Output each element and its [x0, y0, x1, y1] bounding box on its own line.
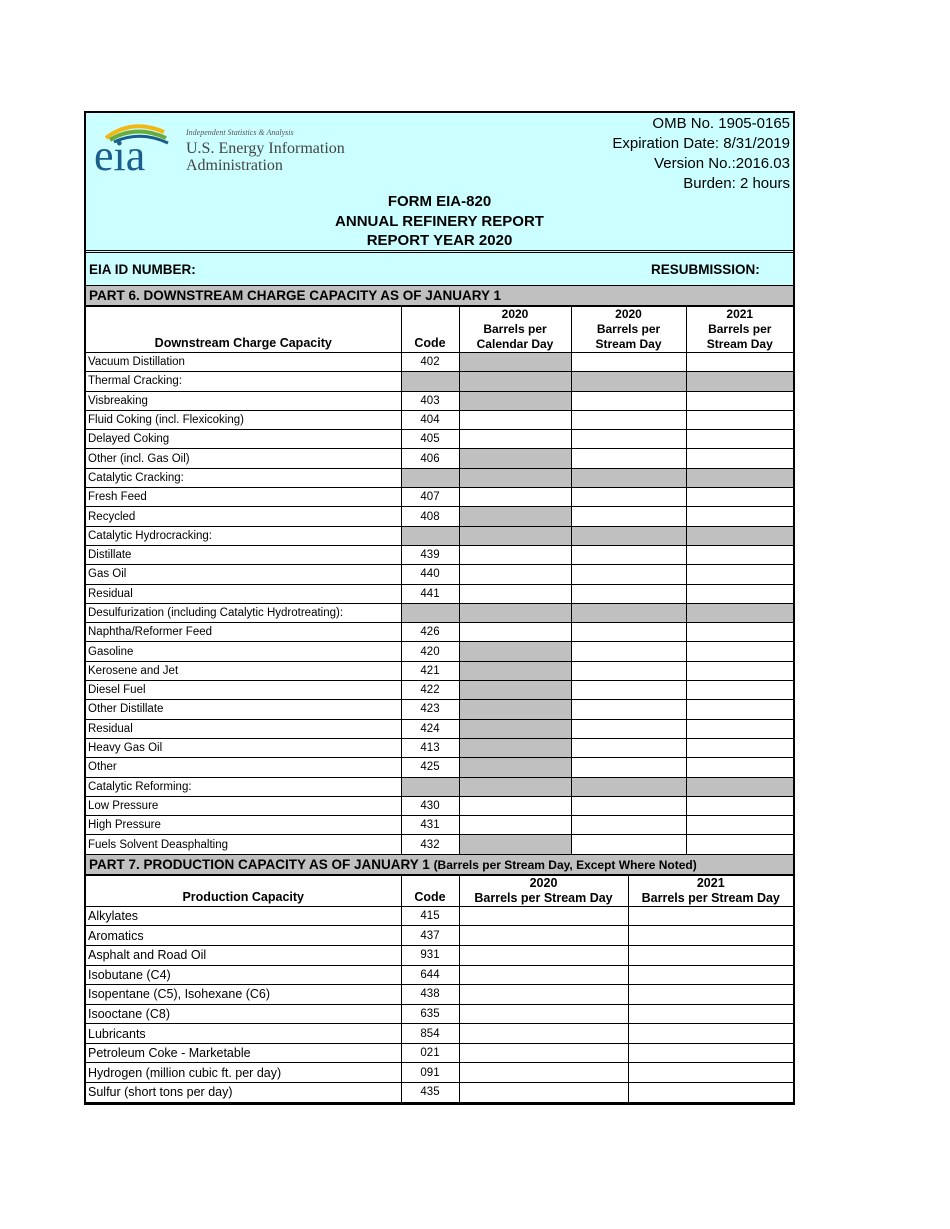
row-code: 405 — [401, 430, 459, 449]
part7-row — [86, 1063, 793, 1083]
entry-cell[interactable] — [459, 545, 571, 564]
hdr-year: 2021 — [696, 875, 725, 890]
part6-row — [86, 449, 793, 468]
row-label: Recycled — [86, 507, 401, 526]
entry-cell[interactable] — [686, 488, 793, 507]
row-label: Other — [86, 758, 401, 777]
report-name: ANNUAL REFINERY REPORT — [335, 212, 544, 230]
eia-id-label: EIA ID NUMBER: — [89, 262, 196, 277]
entry-cell[interactable] — [628, 965, 793, 985]
row-label: Fuels Solvent Deasphalting — [86, 835, 401, 854]
part6-row — [86, 526, 793, 545]
entry-cell[interactable] — [628, 945, 793, 965]
report-year: REPORT YEAR 2020 — [366, 232, 513, 249]
entry-cell[interactable] — [686, 642, 793, 661]
part7-row — [86, 985, 793, 1005]
id-row — [86, 253, 793, 286]
shaded-cell — [459, 661, 571, 680]
part7-col-2020 — [459, 875, 628, 906]
entry-cell[interactable] — [686, 700, 793, 719]
entry-cell[interactable] — [571, 565, 686, 584]
part7-row — [86, 1083, 793, 1103]
entry-cell[interactable] — [628, 1004, 793, 1024]
entry-cell[interactable] — [686, 661, 793, 680]
entry-cell[interactable] — [459, 965, 628, 985]
row-code: 404 — [401, 410, 459, 429]
entry-cell[interactable] — [571, 545, 686, 564]
row-label: Naphtha/Reformer Feed — [86, 623, 401, 642]
row-label: Isooctane (C8) — [86, 1004, 401, 1024]
part6-row — [86, 430, 793, 449]
part6-row — [86, 391, 793, 410]
entry-cell[interactable] — [459, 985, 628, 1005]
shaded-cell — [459, 738, 571, 757]
hdr-basis: Stream Day — [595, 337, 662, 351]
shaded-cell — [686, 468, 793, 487]
entry-cell[interactable] — [686, 507, 793, 526]
row-code: 431 — [401, 816, 459, 835]
part7-row — [86, 1043, 793, 1063]
row-code: 415 — [401, 906, 459, 926]
entry-cell[interactable] — [686, 738, 793, 757]
entry-cell[interactable] — [459, 1083, 628, 1103]
row-code: 441 — [401, 584, 459, 603]
row-code: 421 — [401, 661, 459, 680]
row-code: 438 — [401, 985, 459, 1005]
shaded-cell — [686, 526, 793, 545]
row-label: Vacuum Distillation — [86, 353, 401, 372]
agency-name — [186, 140, 345, 174]
row-label: Gasoline — [86, 642, 401, 661]
part6-col-2020-stream — [571, 307, 686, 353]
entry-cell[interactable] — [459, 430, 571, 449]
row-code: 406 — [401, 449, 459, 468]
hdr-year: 2020 — [501, 307, 529, 321]
row-label: Sulfur (short tons per day) — [86, 1083, 401, 1103]
shaded-cell — [459, 777, 571, 796]
entry-cell[interactable] — [628, 1024, 793, 1044]
part7-subtitle: (Barrels per Stream Day, Except Where Noted) — [433, 857, 697, 872]
row-label: Distillate — [86, 545, 401, 564]
entry-cell[interactable] — [571, 758, 686, 777]
part7-header-row — [86, 875, 793, 906]
entry-cell[interactable] — [686, 430, 793, 449]
hdr-year: 2020 — [529, 875, 558, 890]
shaded-cell — [571, 372, 686, 391]
entry-cell[interactable] — [571, 700, 686, 719]
part6-row — [86, 700, 793, 719]
entry-cell[interactable] — [571, 816, 686, 835]
row-code — [401, 372, 459, 391]
row-label: Isopentane (C5), Isohexane (C6) — [86, 985, 401, 1005]
hdr-unit: Barrels per — [596, 322, 661, 336]
row-code — [401, 777, 459, 796]
row-code: 430 — [401, 796, 459, 815]
entry-cell[interactable] — [571, 835, 686, 854]
entry-cell[interactable] — [459, 1043, 628, 1063]
shaded-cell — [686, 372, 793, 391]
hdr-unit: Barrels per Stream Day — [641, 890, 780, 905]
row-label: Fresh Feed — [86, 488, 401, 507]
entry-cell[interactable] — [628, 1083, 793, 1103]
hdr-unit: Barrels per — [483, 322, 547, 336]
hdr-year: 2020 — [615, 307, 642, 321]
omb-number: OMB No. 1905-0165 — [652, 115, 790, 132]
part6-row — [86, 796, 793, 815]
row-label: Delayed Coking — [86, 430, 401, 449]
row-label: Hydrogen (million cubic ft. per day) — [86, 1063, 401, 1083]
shaded-cell — [459, 758, 571, 777]
part7-row — [86, 965, 793, 985]
entry-cell[interactable] — [686, 410, 793, 429]
part6-row — [86, 835, 793, 854]
entry-cell[interactable] — [686, 796, 793, 815]
hdr-unit: Barrels per — [708, 322, 772, 336]
part6-row — [86, 488, 793, 507]
row-code: 440 — [401, 565, 459, 584]
entry-cell[interactable] — [628, 1043, 793, 1063]
part7-row — [86, 1024, 793, 1044]
part6-row — [86, 584, 793, 603]
row-label: High Pressure — [86, 816, 401, 835]
row-code: 635 — [401, 1004, 459, 1024]
row-code: 854 — [401, 1024, 459, 1044]
part7-col-2021 — [628, 875, 793, 906]
row-label: Aromatics — [86, 926, 401, 946]
entry-cell[interactable] — [571, 410, 686, 429]
row-code — [401, 468, 459, 487]
shaded-cell — [571, 526, 686, 545]
part7-title — [86, 855, 793, 875]
entry-cell[interactable] — [686, 758, 793, 777]
entry-cell[interactable] — [686, 584, 793, 603]
part6-col-label: Downstream Charge Capacity — [86, 307, 401, 353]
form-title — [86, 192, 793, 251]
hdr-year: 2021 — [726, 307, 754, 321]
row-code — [401, 603, 459, 622]
row-label: Low Pressure — [86, 796, 401, 815]
entry-cell[interactable] — [686, 565, 793, 584]
entry-cell[interactable] — [686, 353, 793, 372]
part6-row — [86, 758, 793, 777]
row-label: Heavy Gas Oil — [86, 738, 401, 757]
shaded-cell — [459, 391, 571, 410]
shaded-cell — [459, 603, 571, 622]
entry-cell[interactable] — [459, 945, 628, 965]
entry-cell[interactable] — [628, 1063, 793, 1083]
entry-cell[interactable] — [686, 835, 793, 854]
row-label: Asphalt and Road Oil — [86, 945, 401, 965]
entry-cell[interactable] — [459, 1063, 628, 1083]
shaded-cell — [459, 835, 571, 854]
row-label: Visbreaking — [86, 391, 401, 410]
row-code: 402 — [401, 353, 459, 372]
entry-cell[interactable] — [459, 816, 571, 835]
part6-row — [86, 410, 793, 429]
part6-col-2020-calendar — [459, 307, 571, 353]
row-code: 413 — [401, 738, 459, 757]
row-code: 931 — [401, 945, 459, 965]
part7-title-text: PART 7. PRODUCTION CAPACITY AS OF JANUARY 1 — [89, 856, 430, 872]
agency-line-2: Administration — [186, 157, 283, 174]
part7-row — [86, 906, 793, 926]
part6-row — [86, 738, 793, 757]
row-label: Residual — [86, 584, 401, 603]
shaded-cell — [459, 353, 571, 372]
row-label: Lubricants — [86, 1024, 401, 1044]
form-metadata — [612, 114, 790, 194]
shaded-cell — [459, 507, 571, 526]
entry-cell[interactable] — [571, 430, 686, 449]
eia-logo-icon — [92, 118, 182, 178]
entry-cell[interactable] — [571, 449, 686, 468]
row-code — [401, 526, 459, 545]
entry-cell[interactable] — [686, 391, 793, 410]
entry-cell[interactable] — [686, 449, 793, 468]
shaded-cell — [459, 700, 571, 719]
row-label: Fluid Coking (incl. Flexicoking) — [86, 410, 401, 429]
entry-cell[interactable] — [628, 906, 793, 926]
entry-cell[interactable] — [571, 353, 686, 372]
row-code: 021 — [401, 1043, 459, 1063]
shaded-cell — [459, 372, 571, 391]
row-label: Gas Oil — [86, 565, 401, 584]
part7-row — [86, 1004, 793, 1024]
entry-cell[interactable] — [571, 719, 686, 738]
shaded-cell — [571, 468, 686, 487]
part6-row — [86, 681, 793, 700]
part6-row — [86, 642, 793, 661]
entry-cell[interactable] — [571, 391, 686, 410]
entry-cell[interactable] — [571, 584, 686, 603]
entry-cell[interactable] — [459, 623, 571, 642]
row-label: Thermal Cracking: — [86, 372, 401, 391]
row-code: 091 — [401, 1063, 459, 1083]
row-label: Catalytic Hydrocracking: — [86, 526, 401, 545]
version-number: Version No.:2016.03 — [654, 155, 790, 172]
entry-cell[interactable] — [571, 738, 686, 757]
part6-row — [86, 468, 793, 487]
row-code: 437 — [401, 926, 459, 946]
part6-row — [86, 507, 793, 526]
row-code: 408 — [401, 507, 459, 526]
row-code: 424 — [401, 719, 459, 738]
part6-row — [86, 816, 793, 835]
part7-col-label: Production Capacity — [86, 875, 401, 906]
shaded-cell — [459, 719, 571, 738]
entry-cell[interactable] — [459, 488, 571, 507]
logo-text: eia — [94, 131, 146, 178]
shaded-cell — [459, 681, 571, 700]
part6-row — [86, 777, 793, 796]
burden: Burden: 2 hours — [683, 175, 790, 192]
part7-row — [86, 945, 793, 965]
part7-col-code: Code — [401, 875, 459, 906]
row-code: 426 — [401, 623, 459, 642]
entry-cell[interactable] — [686, 623, 793, 642]
entry-cell[interactable] — [571, 507, 686, 526]
shaded-cell — [686, 603, 793, 622]
row-code: 432 — [401, 835, 459, 854]
part6-row — [86, 661, 793, 680]
row-label: Residual — [86, 719, 401, 738]
entry-cell[interactable] — [686, 816, 793, 835]
row-label: Other (incl. Gas Oil) — [86, 449, 401, 468]
expiration-date: Expiration Date: 8/31/2019 — [612, 135, 790, 152]
entry-cell[interactable] — [571, 796, 686, 815]
part6-table — [86, 306, 793, 855]
row-label: Desulfurization (including Catalytic Hydrotreating): — [86, 603, 401, 622]
entry-cell[interactable] — [459, 906, 628, 926]
tagline: Independent Statistics & Analysis — [186, 128, 294, 137]
entry-cell[interactable] — [571, 642, 686, 661]
shaded-cell — [459, 449, 571, 468]
hdr-basis: Stream Day — [706, 337, 773, 351]
row-code: 420 — [401, 642, 459, 661]
shaded-cell — [686, 777, 793, 796]
entry-cell[interactable] — [459, 1024, 628, 1044]
entry-cell[interactable] — [686, 545, 793, 564]
part7-table — [86, 875, 793, 1103]
part6-row — [86, 372, 793, 391]
part6-row — [86, 565, 793, 584]
entry-cell[interactable] — [459, 565, 571, 584]
entry-cell[interactable] — [459, 410, 571, 429]
entry-cell[interactable] — [459, 926, 628, 946]
eia-logo — [92, 118, 362, 178]
row-label: Alkylates — [86, 906, 401, 926]
form-number: FORM EIA-820 — [387, 193, 492, 210]
part6-col-code: Code — [401, 307, 459, 353]
row-label: Kerosene and Jet — [86, 661, 401, 680]
part6-row — [86, 545, 793, 564]
row-code: 423 — [401, 700, 459, 719]
row-code: 403 — [401, 391, 459, 410]
shaded-cell — [459, 526, 571, 545]
entry-cell[interactable] — [571, 623, 686, 642]
entry-cell[interactable] — [686, 719, 793, 738]
part6-row — [86, 719, 793, 738]
resubmission-label: RESUBMISSION: — [651, 262, 760, 277]
entry-cell[interactable] — [628, 926, 793, 946]
shaded-cell — [459, 468, 571, 487]
row-code: 407 — [401, 488, 459, 507]
part6-row — [86, 623, 793, 642]
row-code: 644 — [401, 965, 459, 985]
hdr-unit: Barrels per Stream Day — [474, 890, 613, 905]
row-label: Diesel Fuel — [86, 681, 401, 700]
row-code: 422 — [401, 681, 459, 700]
part7-row — [86, 926, 793, 946]
part6-row — [86, 353, 793, 372]
row-code: 425 — [401, 758, 459, 777]
eia-820-form — [84, 111, 795, 1105]
row-label: Other Distillate — [86, 700, 401, 719]
entry-cell[interactable] — [459, 584, 571, 603]
agency-line-1: U.S. Energy Information — [186, 140, 345, 157]
row-label: Petroleum Coke - Marketable — [86, 1043, 401, 1063]
row-label: Catalytic Cracking: — [86, 468, 401, 487]
part6-col-2021-stream — [686, 307, 793, 353]
entry-cell[interactable] — [571, 681, 686, 700]
entry-cell[interactable] — [459, 796, 571, 815]
entry-cell[interactable] — [571, 488, 686, 507]
hdr-basis: Calendar Day — [476, 337, 554, 351]
part6-title: PART 6. DOWNSTREAM CHARGE CAPACITY AS OF JANUARY 1 — [86, 286, 793, 306]
row-label: Catalytic Reforming: — [86, 777, 401, 796]
form-header — [86, 113, 793, 253]
entry-cell[interactable] — [628, 985, 793, 1005]
row-code: 439 — [401, 545, 459, 564]
part6-row — [86, 603, 793, 622]
entry-cell[interactable] — [686, 681, 793, 700]
part6-header-row — [86, 307, 793, 353]
entry-cell[interactable] — [459, 1004, 628, 1024]
row-label: Isobutane (C4) — [86, 965, 401, 985]
shaded-cell — [571, 603, 686, 622]
row-code: 435 — [401, 1083, 459, 1103]
shaded-cell — [459, 642, 571, 661]
entry-cell[interactable] — [571, 661, 686, 680]
shaded-cell — [571, 777, 686, 796]
